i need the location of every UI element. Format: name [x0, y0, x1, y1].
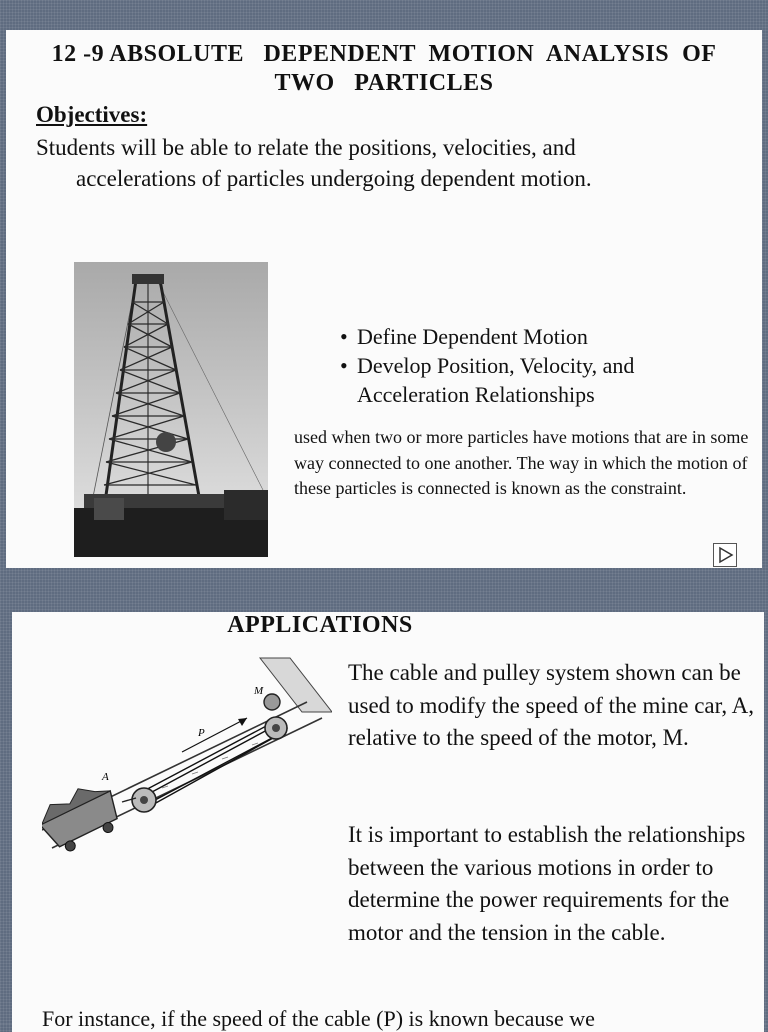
- applications-paragraph-2: It is important to establish the relationships between the various motions in order to determine the power requirements for the motor and the tension in the cable.: [348, 822, 746, 945]
- bullet-item-continued: Acceleration Relationships: [357, 382, 595, 407]
- drilling-rig-photo: [74, 262, 268, 557]
- cable-pulley-mine-car-diagram: [42, 652, 332, 872]
- bullet-item: • Develop Position, Velocity, and: [340, 351, 634, 380]
- title-line-2: TWO PARTICLES: [274, 70, 494, 96]
- next-slide-button[interactable]: [713, 543, 737, 567]
- objectives-bullet-list: [340, 322, 634, 409]
- objectives-line-1: Students will be able to relate the positions, velocities, and: [36, 135, 576, 160]
- slide-title: APPLICATIONS: [227, 612, 413, 638]
- label-p: P: [198, 727, 205, 739]
- title-line-1: 12 -9 ABSOLUTE DEPENDENT MOTION ANALYSIS OF: [51, 41, 717, 67]
- applications-paragraph-3: For instance, if the speed of the cable (P) is known because we: [42, 1006, 595, 1031]
- bullet-item: • Define Dependent Motion: [340, 322, 634, 351]
- applications-paragraph-1: The cable and pulley system shown can be used to modify the speed of the mine car, A, relative to the speed of the motor, M.: [348, 660, 754, 750]
- slide-title: [6, 40, 762, 98]
- play-arrow-icon: [714, 544, 736, 566]
- objectives-line-2: accelerations of particles undergoing dependent motion.: [76, 166, 592, 191]
- dependent-motion-description: used when two or more particles have motions that are in some way connected to one another. The way in which the motion of these particles is connected is known as the constraint.: [294, 427, 749, 498]
- label-a: A: [102, 771, 109, 783]
- objectives-text: [36, 132, 736, 194]
- label-m: M: [254, 685, 264, 697]
- objectives-heading: Objectives:: [36, 102, 148, 127]
- slide-applications: [12, 612, 764, 1032]
- slide-dependent-motion: [6, 30, 762, 568]
